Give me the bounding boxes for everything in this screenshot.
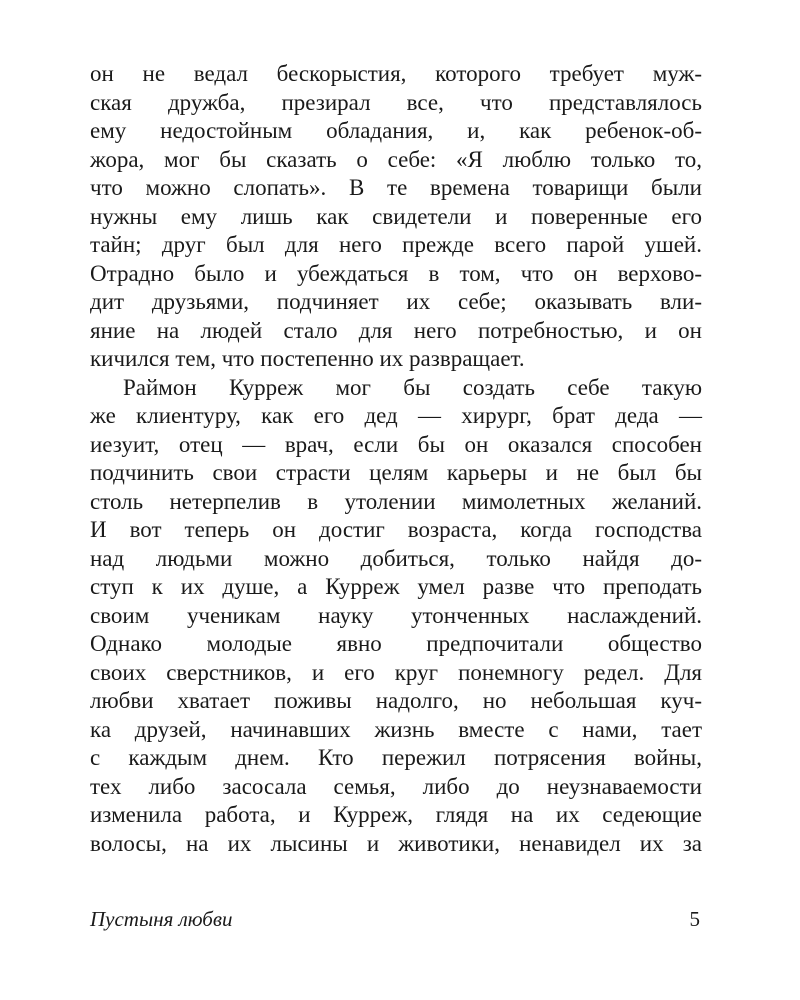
text-line: своих сверстников, и его круг понемногу редел. Для xyxy=(90,659,702,685)
text-line: ка друзей, начинавших жизнь вместе с нами, тает xyxy=(90,716,702,742)
text-line: Раймон Курреж мог бы создать себе такую xyxy=(123,374,702,400)
page-number: 5 xyxy=(689,907,700,931)
text-line: яние на людей стало для него потребностью, и он xyxy=(90,317,702,343)
text-line: иезуит, отец — врач, если бы он оказался способен xyxy=(90,431,702,457)
text-line: с каждым днем. Кто пережил потрясения войны, xyxy=(90,745,702,770)
text-line: любви хватает поживы надолго, но небольшая куч- xyxy=(90,688,702,713)
text-line: столь нетерпелив в утолении мимолетных желаний. xyxy=(90,488,702,514)
text-line: И вот теперь он достиг возраста, когда господства xyxy=(90,517,702,542)
text-line: изменила работа, и Курреж, глядя на их седеющие xyxy=(90,802,702,827)
text-line: ступ к их душе, а Курреж умел разве что преподать xyxy=(90,574,702,599)
text-line: он не ведал бескорыстия, которого требует муж- xyxy=(90,61,702,86)
paragraph-1 xyxy=(90,60,702,374)
running-title: Пустыня любви xyxy=(90,907,233,931)
text-line: тайн; друг был для него прежде всего парой ушей. xyxy=(90,232,702,257)
text-line: Однако молодые явно предпочитали общество xyxy=(90,631,702,656)
body-text xyxy=(90,60,702,858)
text-line: нужны ему лишь как свидетели и поверенные его xyxy=(90,203,702,229)
text-line: ская дружба, презирал все, что представлялось xyxy=(90,89,702,115)
text-line: подчинить свои страсти целям карьеры и не был бы xyxy=(90,460,702,485)
text-line: же клиентуру, как его дед — хирург, брат деда — xyxy=(90,403,702,428)
text-line: своим ученикам науку утонченных наслаждений. xyxy=(90,602,702,628)
text-line: ему недостойным обладания, и, как ребенок-об- xyxy=(90,118,702,143)
paragraph-2 xyxy=(90,374,702,859)
text-line: кичился тем, что постепенно их развращает. xyxy=(90,346,525,371)
text-line: волосы, на их лысины и животики, ненавидел их за xyxy=(90,830,702,856)
text-line: тех либо засосала семья, либо до неузнаваемости xyxy=(90,773,702,799)
text-line: что можно слопать». В те времена товарищи были xyxy=(90,175,702,200)
page-footer xyxy=(90,907,702,937)
text-line: Отрадно было и убеждаться в том, что он верхово- xyxy=(90,260,702,286)
text-line: жора, мог бы сказать о себе: «Я люблю только то, xyxy=(90,146,702,172)
text-line: над людьми можно добиться, только найдя до- xyxy=(90,545,702,571)
text-line: дит друзьями, подчиняет их себе; оказывать вли- xyxy=(90,289,702,314)
